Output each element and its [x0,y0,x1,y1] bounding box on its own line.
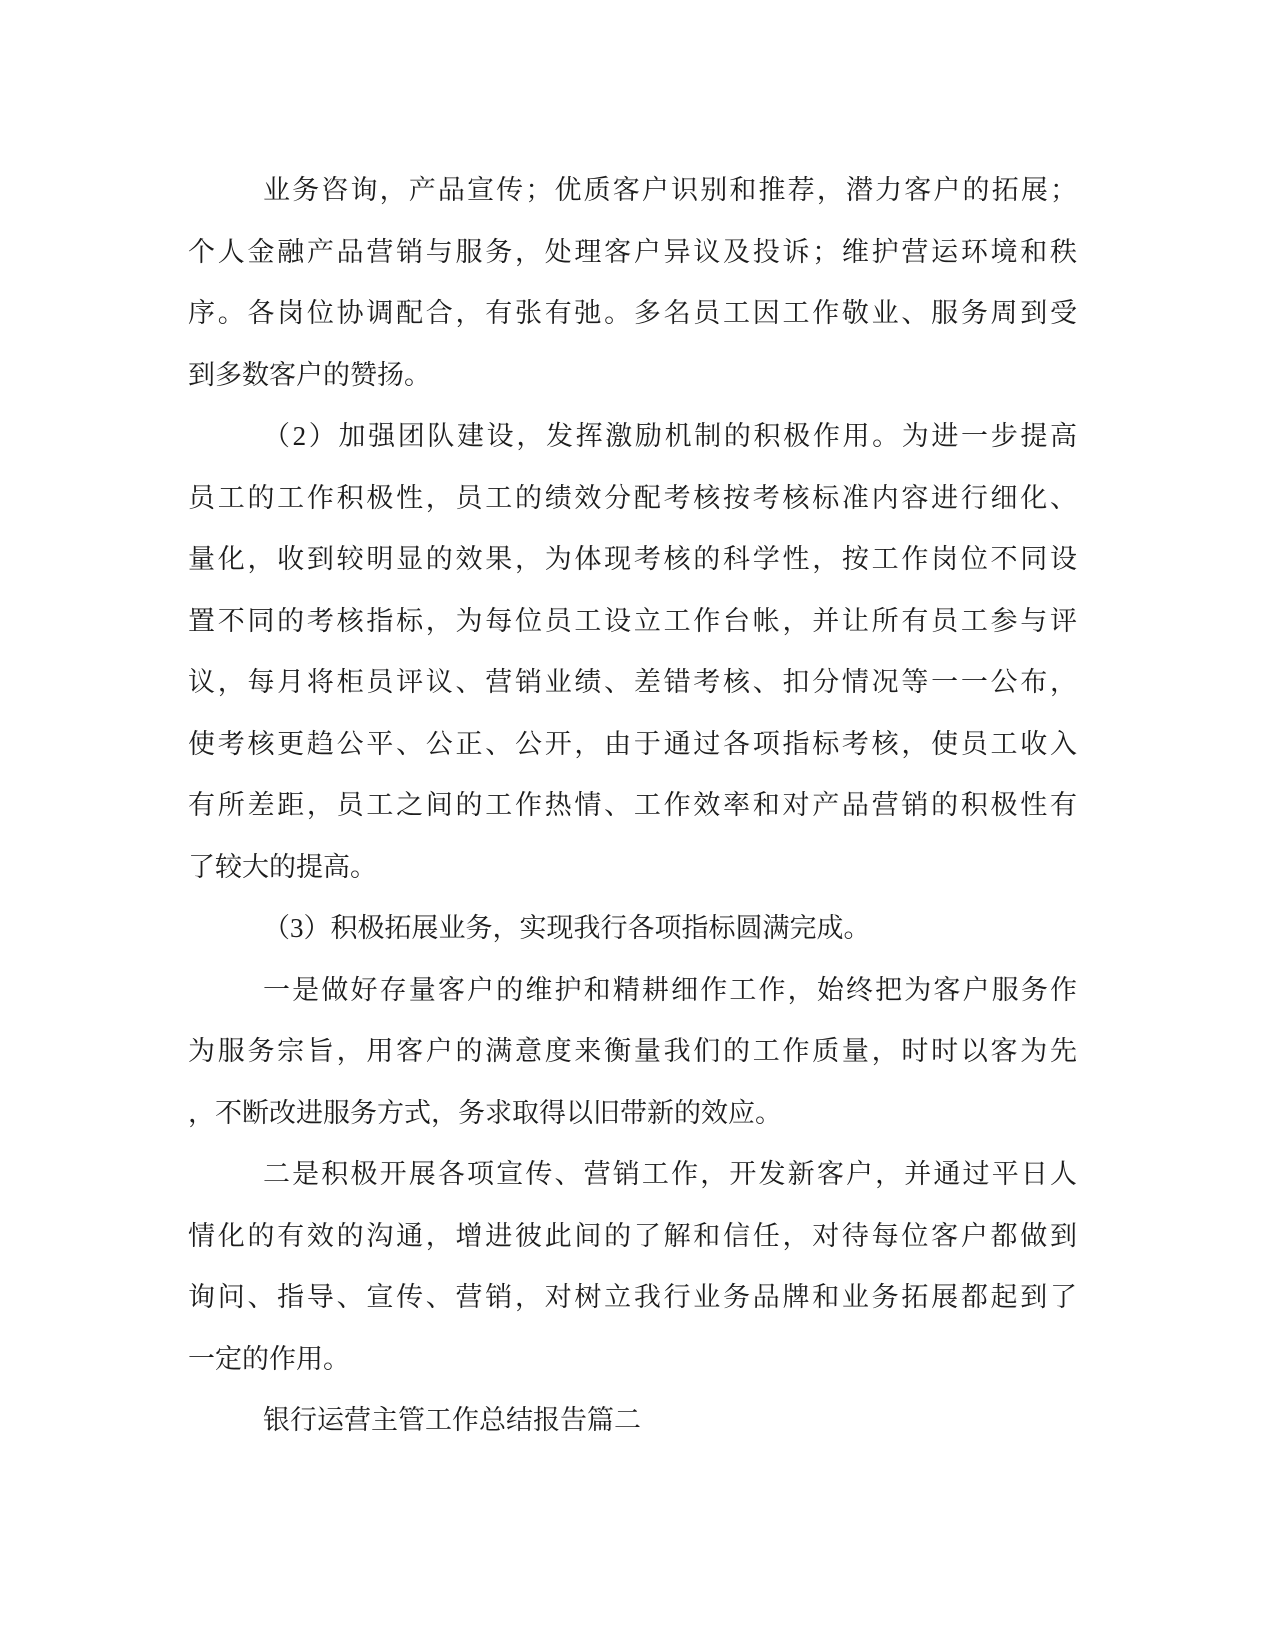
text-line: 使考核更趋公平、公正、公开，由于通过各项指标考核，使员工收入 [188,728,1077,759]
text-line: 了较大的提高。 [188,851,377,882]
text-line: ，不断改进服务方式，务求取得以旧带新的效应。 [188,1097,782,1128]
text-line: （3）积极拓展业务，实现我行各项指标圆满完成。 [263,913,871,943]
text-line: 询问、指导、宣传、营销，对树立我行业务品牌和业务拓展都起到了 [188,1282,1077,1312]
text-line: 有所差距，员工之间的工作热情、工作效率和对产品营销的积极性有 [188,790,1077,820]
text-line: 银行运营主管工作总结报告篇二 [263,1405,641,1435]
text-line: 量化，收到较明显的效果，为体现考核的科学性，按工作岗位不同设 [188,544,1077,574]
text-line: 一是做好存量客户的维护和精耕细作工作，始终把为客户服务作 [263,974,1077,1005]
text-line: 二是积极开展各项宣传、营销工作，开发新客户，并通过平日人 [263,1159,1077,1189]
text-line: 序。各岗位协调配合，有张有弛。多名员工因工作敬业、服务周到受 [188,298,1077,328]
text-line: 业务咨询，产品宣传；优质客户识别和推荐，潜力客户的拓展； [263,175,1077,205]
text-line: （2）加强团队建设，发挥激励机制的积极作用。为进一步提高 [263,421,1077,451]
text-line: 个人金融产品营销与服务，处理客户异议及投诉；维护营运环境和秩 [188,236,1077,267]
text-line: 到多数客户的赞扬。 [188,359,431,390]
text-line: 情化的有效的沟通，增进彼此间的了解和信任，对待每位客户都做到 [188,1220,1077,1251]
text-line: 为服务宗旨，用客户的满意度来衡量我们的工作质量，时时以客为先 [188,1036,1077,1066]
text-line: 置不同的考核指标，为每位员工设立工作台帐，并让所有员工参与评 [188,605,1077,636]
text-line: 员工的工作积极性，员工的绩效分配考核按考核标准内容进行细化、 [188,482,1077,513]
text-line: 议，每月将柜员评议、营销业绩、差错考核、扣分情况等一一公布， [188,667,1077,697]
text-line: 一定的作用。 [188,1343,350,1374]
